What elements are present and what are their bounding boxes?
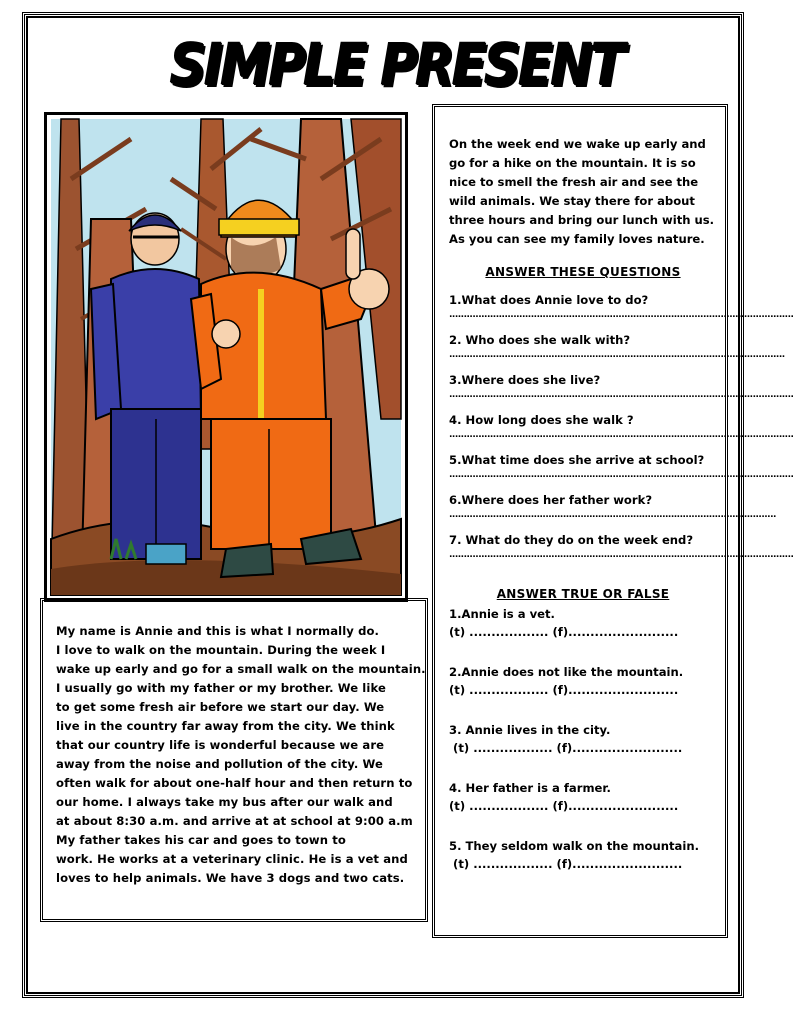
true-false-statement: 4. Her father is a farmer. <box>449 781 611 795</box>
intro-line: three hours and bring our lunch with us. <box>449 213 715 227</box>
story-line: work. He works at a veterinary clinic. He is a vet and <box>56 852 408 866</box>
story-line: wake up early and go for a small walk on the mountain. <box>56 662 426 676</box>
question: 6.Where does her father work? <box>449 493 653 507</box>
story-text <box>56 622 428 888</box>
story-line: My father takes his car and goes to town to <box>56 833 346 847</box>
question: 4. How long does she walk ? <box>449 413 634 427</box>
true-false-item <box>449 663 717 699</box>
hikers-illustration <box>51 119 401 595</box>
true-false-options[interactable]: (t) .................. (f)......................... <box>449 799 679 813</box>
true-false-item <box>449 721 717 757</box>
story-line: live in the country far away from the city. We think <box>56 719 395 733</box>
true-false-options[interactable]: (t) .................. (f)......................... <box>449 683 679 697</box>
story-line: our home. I always take my bus after our walk and <box>56 795 393 809</box>
true-false-item <box>449 605 717 641</box>
answer-line[interactable]: ................................................................................................................ <box>449 510 776 520</box>
answer-line[interactable]: ...................................................................................................................... <box>449 430 793 440</box>
intro-line: nice to smell the fresh air and see the <box>449 175 699 189</box>
question: 3.Where does she live? <box>449 373 601 387</box>
story-line: often walk for about one-half hour and then return to <box>56 776 413 790</box>
question: 7. What do they do on the week end? <box>449 533 694 547</box>
intro-line: wild animals. We stay there for about <box>449 194 695 208</box>
questions-heading: ANSWER THESE QUESTIONS <box>485 265 681 279</box>
true-false-statement: 2.Annie does not like the mountain. <box>449 665 684 679</box>
true-false-statement: 1.Annie is a vet. <box>449 607 555 621</box>
true-false-item <box>449 779 717 815</box>
story-line: I love to walk on the mountain. During the week I <box>56 643 386 657</box>
story-line: at about 8:30 a.m. and arrive at at school at 9:00 a.m <box>56 814 413 828</box>
intro-paragraph <box>449 135 717 249</box>
true-false-statement: 5. They seldom walk on the mountain. <box>449 839 700 853</box>
intro-line: As you can see my family loves nature. <box>449 232 705 246</box>
intro-line: go for a hike on the mountain. It is so <box>449 156 696 170</box>
story-line: that our country life is wonderful because we are <box>56 738 385 752</box>
true-false-options[interactable]: (t) .................. (f)......................... <box>449 857 683 871</box>
story-line: loves to help animals. We have 3 dogs and two cats. <box>56 871 405 885</box>
intro-line: On the week end we wake up early and <box>449 137 706 151</box>
story-line: My name is Annie and this is what I normally do. <box>56 624 380 638</box>
answer-line[interactable]: ...................................................................................................................... <box>449 310 793 320</box>
answer-line[interactable]: ................................................................................................................... <box>449 350 785 360</box>
question: 2. Who does she walk with? <box>449 333 631 347</box>
answer-line[interactable]: ...................................................................................................................... <box>449 470 793 480</box>
story-line: to get some fresh air before we start our day. We <box>56 700 385 714</box>
question: 5.What time does she arrive at school? <box>449 453 705 467</box>
hikers-illustration-frame <box>44 112 408 602</box>
true-false-statement: 3. Annie lives in the city. <box>449 723 611 737</box>
question: 1.What does Annie love to do? <box>449 293 649 307</box>
questions-column <box>449 135 793 895</box>
true-false-heading: ANSWER TRUE OR FALSE <box>496 587 670 601</box>
true-false-options[interactable]: (t) .................. (f)......................... <box>449 625 679 639</box>
story-line: away from the noise and pollution of the city. We <box>56 757 383 771</box>
answer-line[interactable]: ...................................................................................................................... <box>449 390 793 400</box>
true-false-item <box>449 837 717 873</box>
true-false-options[interactable]: (t) .................. (f)......................... <box>449 741 683 755</box>
answer-line[interactable]: ...................................................................................................................... <box>449 550 793 560</box>
story-line: I usually go with my father or my brother. We like <box>56 681 386 695</box>
page-title: SIMPLE PRESENT <box>170 31 623 99</box>
